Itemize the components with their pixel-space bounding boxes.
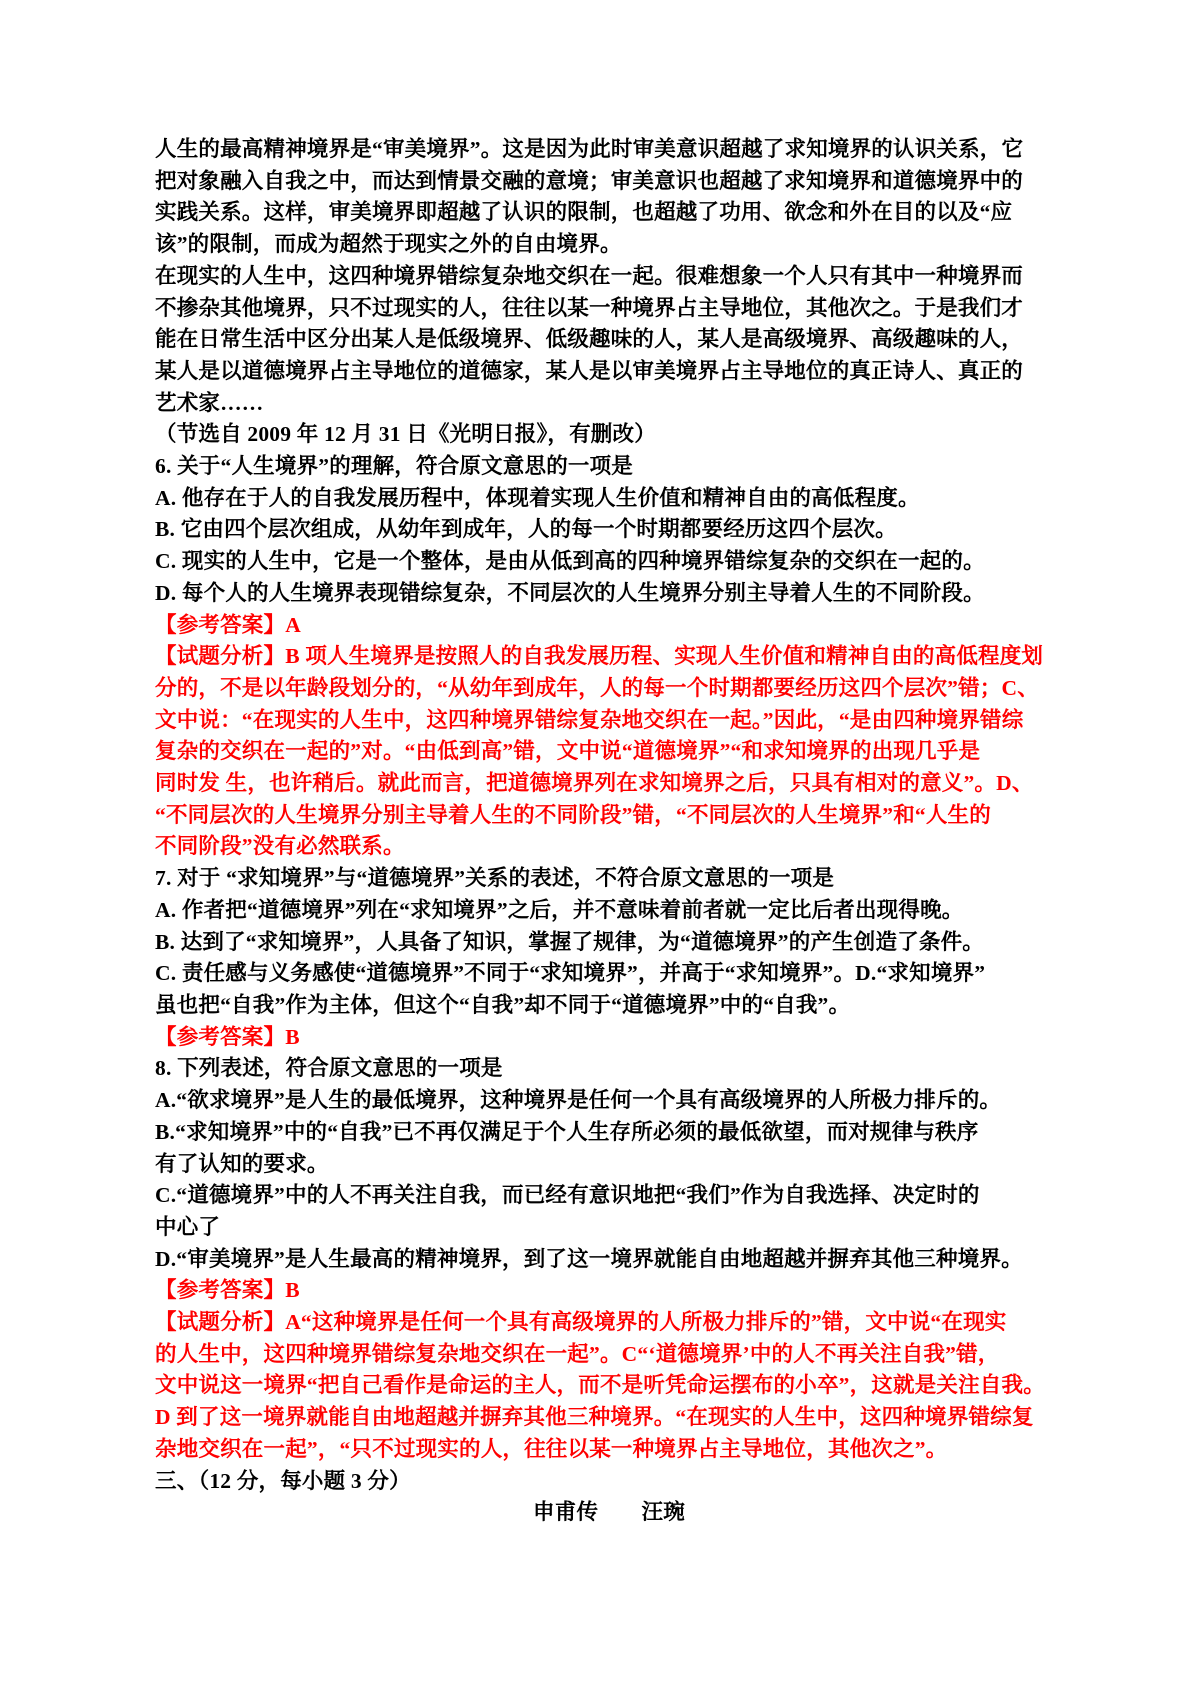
option-line: A.“欲求境界”是人生的最低境界，这种境界是任何一个具有高级境界的人所极力排斥的。	[155, 1088, 1002, 1113]
analysis-line: 【试题分析】B 项人生境界是按照人的自我发展历程、实现人生价值和精神自由的高低程度划	[155, 644, 1044, 669]
question-line: 8. 下列表述，符合原文意思的一项是	[155, 1056, 503, 1081]
analysis-line: “不同层次的人生境界分别主导着人生的不同阶段”错，“不同层次的人生境界”和“人生的	[155, 802, 991, 827]
analysis-line: 【试题分析】A“这种境界是任何一个具有高级境界的人所极力排斥的”错，文中说“在现实	[155, 1310, 1007, 1335]
question-line: 7. 对于 “求知境界”与“道德境界”关系的表述，不符合原文意思的一项是	[155, 866, 835, 891]
analysis-line: 的人生中，这四种境界错综复杂地交织在一起”。C“‘道德境界’中的人不再关注自我”错，	[155, 1341, 1000, 1366]
option-line: 中心了	[155, 1214, 221, 1239]
document-body	[155, 134, 1063, 1529]
option-line: A. 作者把“道德境界”列在“求知境界”之后，并不意味着前者就一定比后者出现得晚。	[155, 897, 964, 922]
option-line: C. 责任感与义务感使“道德境界”不同于“求知境界”，并高于“求知境界”。D.“求知境界”	[155, 961, 986, 986]
paragraph-line: 能在日常生活中区分出某人是低级境界、低级趣味的人，某人是高级境界、高级趣味的人，	[155, 327, 1024, 352]
option-line: A. 他存在于人的自我发展历程中，体现着实现人生价值和精神自由的高低程度。	[155, 485, 920, 510]
option-line: D.“审美境界”是人生最高的精神境界，到了这一境界就能自由地超越并摒弃其他三种境界。	[155, 1246, 1023, 1271]
option-line: B. 达到了“求知境界”，人具备了知识，掌握了规律，为“道德境界”的产生创造了条件。	[155, 929, 984, 954]
answer-line: 【参考答案】A	[155, 612, 301, 637]
analysis-line: D 到了这一境界就能自由地超越并摒弃其他三种境界。“在现实的人生中，这四种境界错综复	[155, 1405, 1034, 1430]
option-line: 有了认知的要求。	[155, 1151, 329, 1176]
paragraph-line: 实践关系。这样，审美境界即超越了认识的限制，也超越了功用、欲念和外在目的以及“应	[155, 200, 1013, 225]
source-note-line: （节选自 2009 年 12 月 31 日《光明日报》，有删改）	[155, 422, 656, 447]
analysis-line: 分的，不是以年龄段划分的，“从幼年到成年，人的每一个时期都要经历这四个层次”错；C、	[155, 675, 1039, 700]
option-line: 虽也把“自我”作为主体，但这个“自我”却不同于“道德境界”中的“自我”。	[155, 992, 851, 1017]
paragraph-line: 在现实的人生中，这四种境界错综复杂地交织在一起。很难想象一个人只有其中一种境界而	[155, 263, 1024, 288]
question-line: 6. 关于“人生境界”的理解，符合原文意思的一项是	[155, 454, 634, 479]
answer-line: 【参考答案】B	[155, 1278, 300, 1303]
paragraph-line: 把对象融入自我之中，而达到情景交融的意境；审美意识也超越了求知境界和道德境界中的	[155, 168, 1024, 193]
section-heading-line: 三、（12 分，每小题 3 分）	[155, 1468, 411, 1493]
option-line: B.“求知境界”中的“自我”已不再仅满足于个人生存所必须的最低欲望，而对规律与秩序	[155, 1119, 979, 1144]
analysis-line: 文中说：“在现实的人生中，这四种境界错综复杂地交织在一起。”因此，“是由四种境界错综	[155, 707, 1024, 732]
article-title-line: 申甫传 汪琬	[533, 1500, 685, 1525]
answer-line: 【参考答案】B	[155, 1024, 300, 1049]
paragraph-line: 某人是以道德境界占主导地位的道德家，某人是以审美境界占主导地位的真正诗人、真正的	[155, 358, 1024, 383]
analysis-line: 复杂的交织在一起的”对。“由低到高”错，文中说“道德境界”“和求知境界的出现几乎是	[155, 739, 981, 764]
option-line: C. 现实的人生中，它是一个整体，是由从低到高的四种境界错综复杂的交织在一起的。	[155, 549, 985, 574]
paragraph-line: 人生的最高精神境界是“审美境界”。这是因为此时审美意识超越了求知境界的认识关系，它	[155, 137, 1024, 161]
option-line: C.“道德境界”中的人不再关注自我，而已经有意识地把“我们”作为自我选择、决定时的	[155, 1183, 980, 1208]
analysis-line: 文中说这一境界“把自己看作是命运的主人，而不是听凭命运摆布的小卒”，这就是关注自我。	[155, 1373, 1045, 1398]
paragraph-line: 不掺杂其他境界，只不过现实的人，往往以某一种境界占主导地位，其他次之。于是我们才	[155, 295, 1024, 320]
paragraph-line: 艺术家……	[155, 390, 264, 415]
option-line: D. 每个人的人生境界表现错综复杂，不同层次的人生境界分别主导着人生的不同阶段。	[155, 580, 985, 605]
option-line: B. 它由四个层次组成，从幼年到成年，人的每一个时期都要经历这四个层次。	[155, 517, 897, 542]
analysis-line: 杂地交织在一起”，“只不过现实的人，往往以某一种境界占主导地位，其他次之”。	[155, 1436, 948, 1461]
analysis-line: 同时发 生，也许稍后。就此而言，把道德境界列在求知境界之后，只具有相对的意义”。D、	[155, 771, 1034, 796]
paragraph-line: 该”的限制，而成为超然于现实之外的自由境界。	[155, 232, 622, 257]
analysis-line: 不同阶段”没有必然联系。	[155, 834, 405, 859]
